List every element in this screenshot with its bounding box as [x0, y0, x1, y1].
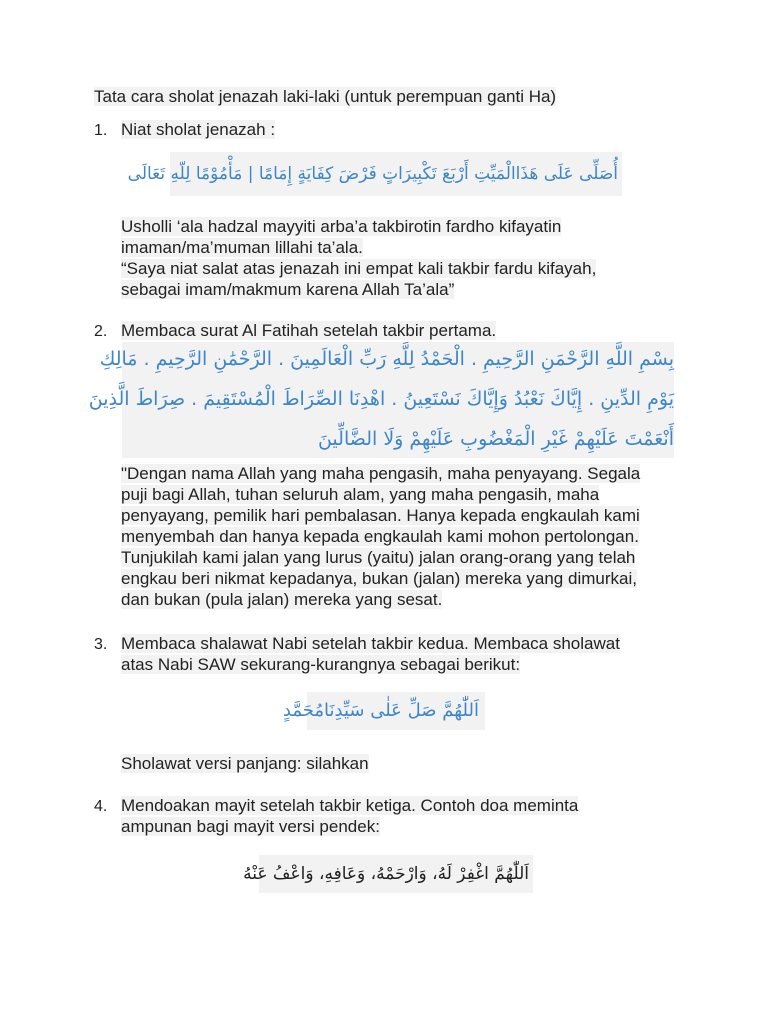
section-3-arabic-box [282, 692, 485, 730]
fatihah-line-2: يَوْمِ الدِّينِ . إِيَّاكَ نَعْبُدُ وَإِيَّاكَ نَسْتَعِينُ . اهْدِنَا الصِّرَاطَ الْمُسْتَقِيمَ . صِرَاطَ الَّذِينَ [88, 388, 674, 410]
section-2-heading: Membaca surat Al Fatihah setelah takbir pertama. [121, 321, 497, 340]
section-1-translation: “Saya niat salat atas jenazah ini empat kali takbir fardu kifayah, sebagai imam/makmum karena Allah Ta’ala” [121, 259, 597, 299]
section-1-heading: Niat sholat jenazah : [121, 120, 276, 139]
section-4-number: 4. [94, 798, 108, 815]
shalawat-arabic: اَللّٰهُمَّ صَلِّ عَلٰى سَيِّدِنَامُحَمَّدٍ [282, 700, 479, 721]
intro-text: Tata cara sholat jenazah laki-laki (untuk perempuan ganti Ha) [94, 87, 557, 106]
doa-arabic: اَللّٰهُمَّ اغْفِرْ لَهُ، وَارْحَمْهُ، وَعَافِهِ، وَاعْفُ عَنْهُ [243, 864, 529, 884]
fatihah-line-1: بِسْمِ اللَّهِ الرَّحْمَنِ الرَّحِيمِ . الْحَمْدُ لِلَّهِ رَبِّ الْعَالَمِينَ . الرَّحْمَٰنِ الرَّحِيمِ . مَالِكِ [99, 348, 674, 370]
fatihah-line-3: أَنْعَمْتَ عَلَيْهِمْ غَيْرِ الْمَغْضُوبِ عَلَيْهِمْ وَلَا الضَّالِّينَ [317, 428, 674, 450]
section-1-arabic-niat: أُصَلِّى عَلَى هَذَاالْمَيِّتِ أَرْبَعَ تَكْبِيرَاتٍ فَرْضَ كِفَايَةٍ إِمَامًا | مَأْمُوْمًا لِلّهِ تَعَالَى [127, 164, 618, 184]
section-1-transliteration: Usholli ‘ala hadzal mayyiti arba’a takbirotin fardho kifayatin imaman/ma’muman lillahi ta’ala. [121, 217, 562, 257]
section-4-heading: Mendoakan mayit setelah takbir ketiga. Contoh doa meminta ampunan bagi mayit versi pendek: [121, 796, 579, 836]
section-2-number: 2. [94, 323, 108, 340]
section-3-number: 3. [94, 636, 108, 653]
section-2-translation: "Dengan nama Allah yang maha pengasih, maha penyayang. Segala puji bagi Allah, tuhan seluruh alam, yang maha pengasih, maha penyayang, pemilik hari pembalasan. Hanya kepada engkaulah kami menyembah dan hanya kepada engkaulah kami mohon pertolongan. Tunjukilah kami jalan yang lurus (yaitu) jalan orang-orang yang telah engkau beri nikmat kepadanya, bukan (jalan) mereka yang dimurkai, dan bukan (pula jalan) mereka yang sesat. [121, 464, 641, 609]
section-4-arabic-box [243, 855, 533, 893]
section-3-note: Sholawat versi panjang: silahkan [121, 754, 369, 773]
section-3-heading: Membaca shalawat Nabi setelah takbir kedua. Membaca sholawat atas Nabi SAW sekurang-kurangnya sebagai berikut: [121, 634, 620, 674]
intro-title [94, 87, 556, 107]
section-1-number: 1. [94, 122, 108, 139]
section-1-arabic-box [127, 152, 622, 196]
section-2-arabic-box [88, 342, 674, 458]
